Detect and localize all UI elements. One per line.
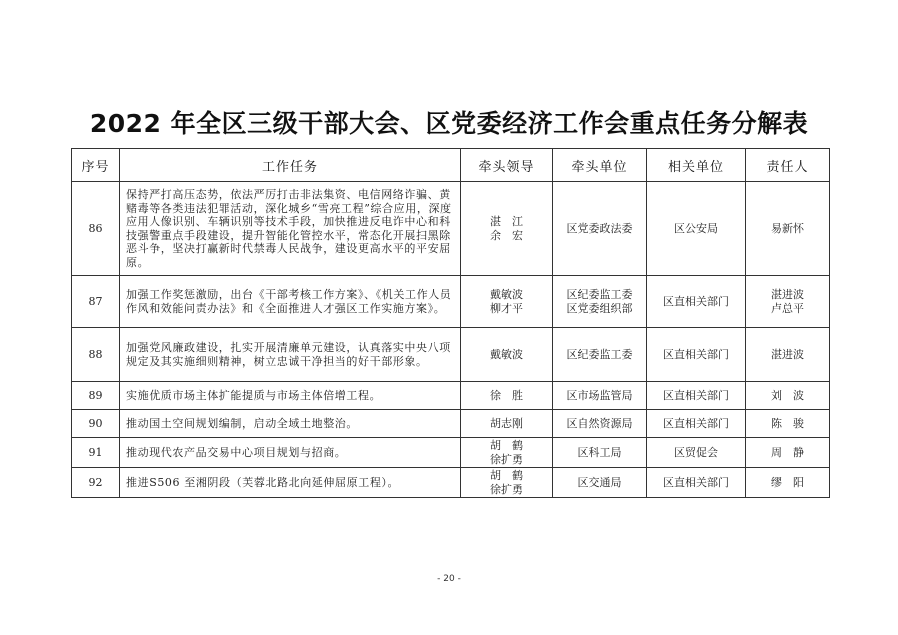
header-lead-unit: 牵头单位 bbox=[553, 149, 647, 182]
header-task: 工作任务 bbox=[120, 149, 461, 182]
row-task: 实施优质市场主体扩能提质与市场主体倍增工程。 bbox=[120, 382, 461, 410]
row-lead-unit: 区纪委监工委 bbox=[553, 328, 647, 382]
header-related-unit: 相关单位 bbox=[647, 149, 746, 182]
row-lead-unit: 区党委政法委 bbox=[553, 182, 647, 276]
row-number: 87 bbox=[72, 276, 120, 328]
row-related-unit: 区直相关部门 bbox=[647, 328, 746, 382]
row-task: 推动现代农产品交易中心项目规划与招商。 bbox=[120, 438, 461, 468]
row-lead-unit: 区交通局 bbox=[553, 468, 647, 498]
row-related-unit: 区直相关部门 bbox=[647, 276, 746, 328]
row-related-unit: 区公安局 bbox=[647, 182, 746, 276]
row-leaders bbox=[461, 468, 553, 498]
row-leader: 戴敏波 bbox=[461, 328, 553, 382]
row-lead-unit: 区市场监管局 bbox=[553, 382, 647, 410]
row-related-unit: 区直相关部门 bbox=[647, 382, 746, 410]
lead-unit-name: 区纪委监工委 bbox=[566, 288, 633, 301]
row-number: 92 bbox=[72, 468, 120, 498]
person-name: 卢总平 bbox=[771, 301, 804, 315]
leader-name: 柳才平 bbox=[490, 301, 523, 315]
table-row bbox=[72, 328, 830, 382]
row-person: 陈 骏 bbox=[746, 410, 830, 438]
table-row bbox=[72, 438, 830, 468]
table-row bbox=[72, 410, 830, 438]
person-name: 湛进波 bbox=[771, 288, 804, 301]
table-row bbox=[72, 468, 830, 498]
row-related-unit: 区直相关部门 bbox=[647, 468, 746, 498]
leader-name: 湛 江 bbox=[490, 215, 523, 228]
row-leader: 徐 胜 bbox=[461, 382, 553, 410]
row-person: 湛进波 bbox=[746, 328, 830, 382]
leader-name: 余 宏 bbox=[490, 228, 523, 242]
row-task: 保持严打高压态势，依法严厉打击非法集资、电信网络诈骗、黄赌毒等各类违法犯罪活动，深化城乡“雪亮工程”综合应用，深度应用人像识别、车辆识别等技术手段，加快推进反电诈中心和科技强警重点手段建设，提升智能化管控水平，常态化开展扫黑除恶斗争，坚决打赢新时代禁毒人民战争，建设更高水平的平安屈原。 bbox=[120, 182, 461, 276]
row-person: 缪 阳 bbox=[746, 468, 830, 498]
row-related-unit: 区贸促会 bbox=[647, 438, 746, 468]
page-number: - 20 - bbox=[437, 574, 461, 584]
lead-unit-name: 区党委组织部 bbox=[566, 301, 633, 315]
row-number: 90 bbox=[72, 410, 120, 438]
row-number: 88 bbox=[72, 328, 120, 382]
document-title: 2022 年全区三级干部大会、区党委经济工作会重点任务分解表 bbox=[89, 109, 809, 138]
header-person: 责任人 bbox=[746, 149, 830, 182]
row-task: 加强党风廉政建设，扎实开展清廉单元建设，认真落实中央八项规定及其实施细则精神，树立忠诚干净担当的好干部形象。 bbox=[120, 328, 461, 382]
row-person: 周 静 bbox=[746, 438, 830, 468]
row-person: 易新怀 bbox=[746, 182, 830, 276]
leader-name: 胡 鹤 bbox=[490, 469, 523, 482]
row-number: 89 bbox=[72, 382, 120, 410]
leader-name: 徐扩勇 bbox=[490, 482, 523, 496]
row-task: 推进S506 至湘阴段（芙蓉北路北向延伸屈原工程）。 bbox=[120, 468, 461, 498]
row-leaders bbox=[461, 182, 553, 276]
row-leaders bbox=[461, 438, 553, 468]
leader-name: 戴敏波 bbox=[490, 288, 523, 301]
header-no: 序号 bbox=[72, 149, 120, 182]
leader-name: 胡 鹤 bbox=[490, 439, 523, 452]
row-task: 推动国土空间规划编制，启动全域土地整治。 bbox=[120, 410, 461, 438]
task-table bbox=[71, 148, 830, 498]
row-number: 91 bbox=[72, 438, 120, 468]
row-leaders bbox=[461, 276, 553, 328]
row-persons bbox=[746, 276, 830, 328]
row-lead-unit: 区自然资源局 bbox=[553, 410, 647, 438]
leader-name: 徐扩勇 bbox=[490, 452, 523, 466]
row-leader: 胡志刚 bbox=[461, 410, 553, 438]
row-person: 刘 波 bbox=[746, 382, 830, 410]
row-lead-units bbox=[553, 276, 647, 328]
row-number: 86 bbox=[72, 182, 120, 276]
row-lead-unit: 区科工局 bbox=[553, 438, 647, 468]
table-row bbox=[72, 382, 830, 410]
table-row bbox=[72, 182, 830, 276]
row-related-unit: 区直相关部门 bbox=[647, 410, 746, 438]
row-task: 加强工作奖惩激励，出台《干部考核工作方案》、《机关工作人员作风和效能问责办法》和《全面推进人才强区工作实施方案》。 bbox=[120, 276, 461, 328]
table-header-row bbox=[72, 149, 830, 182]
header-leader: 牵头领导 bbox=[461, 149, 553, 182]
table-row bbox=[72, 276, 830, 328]
